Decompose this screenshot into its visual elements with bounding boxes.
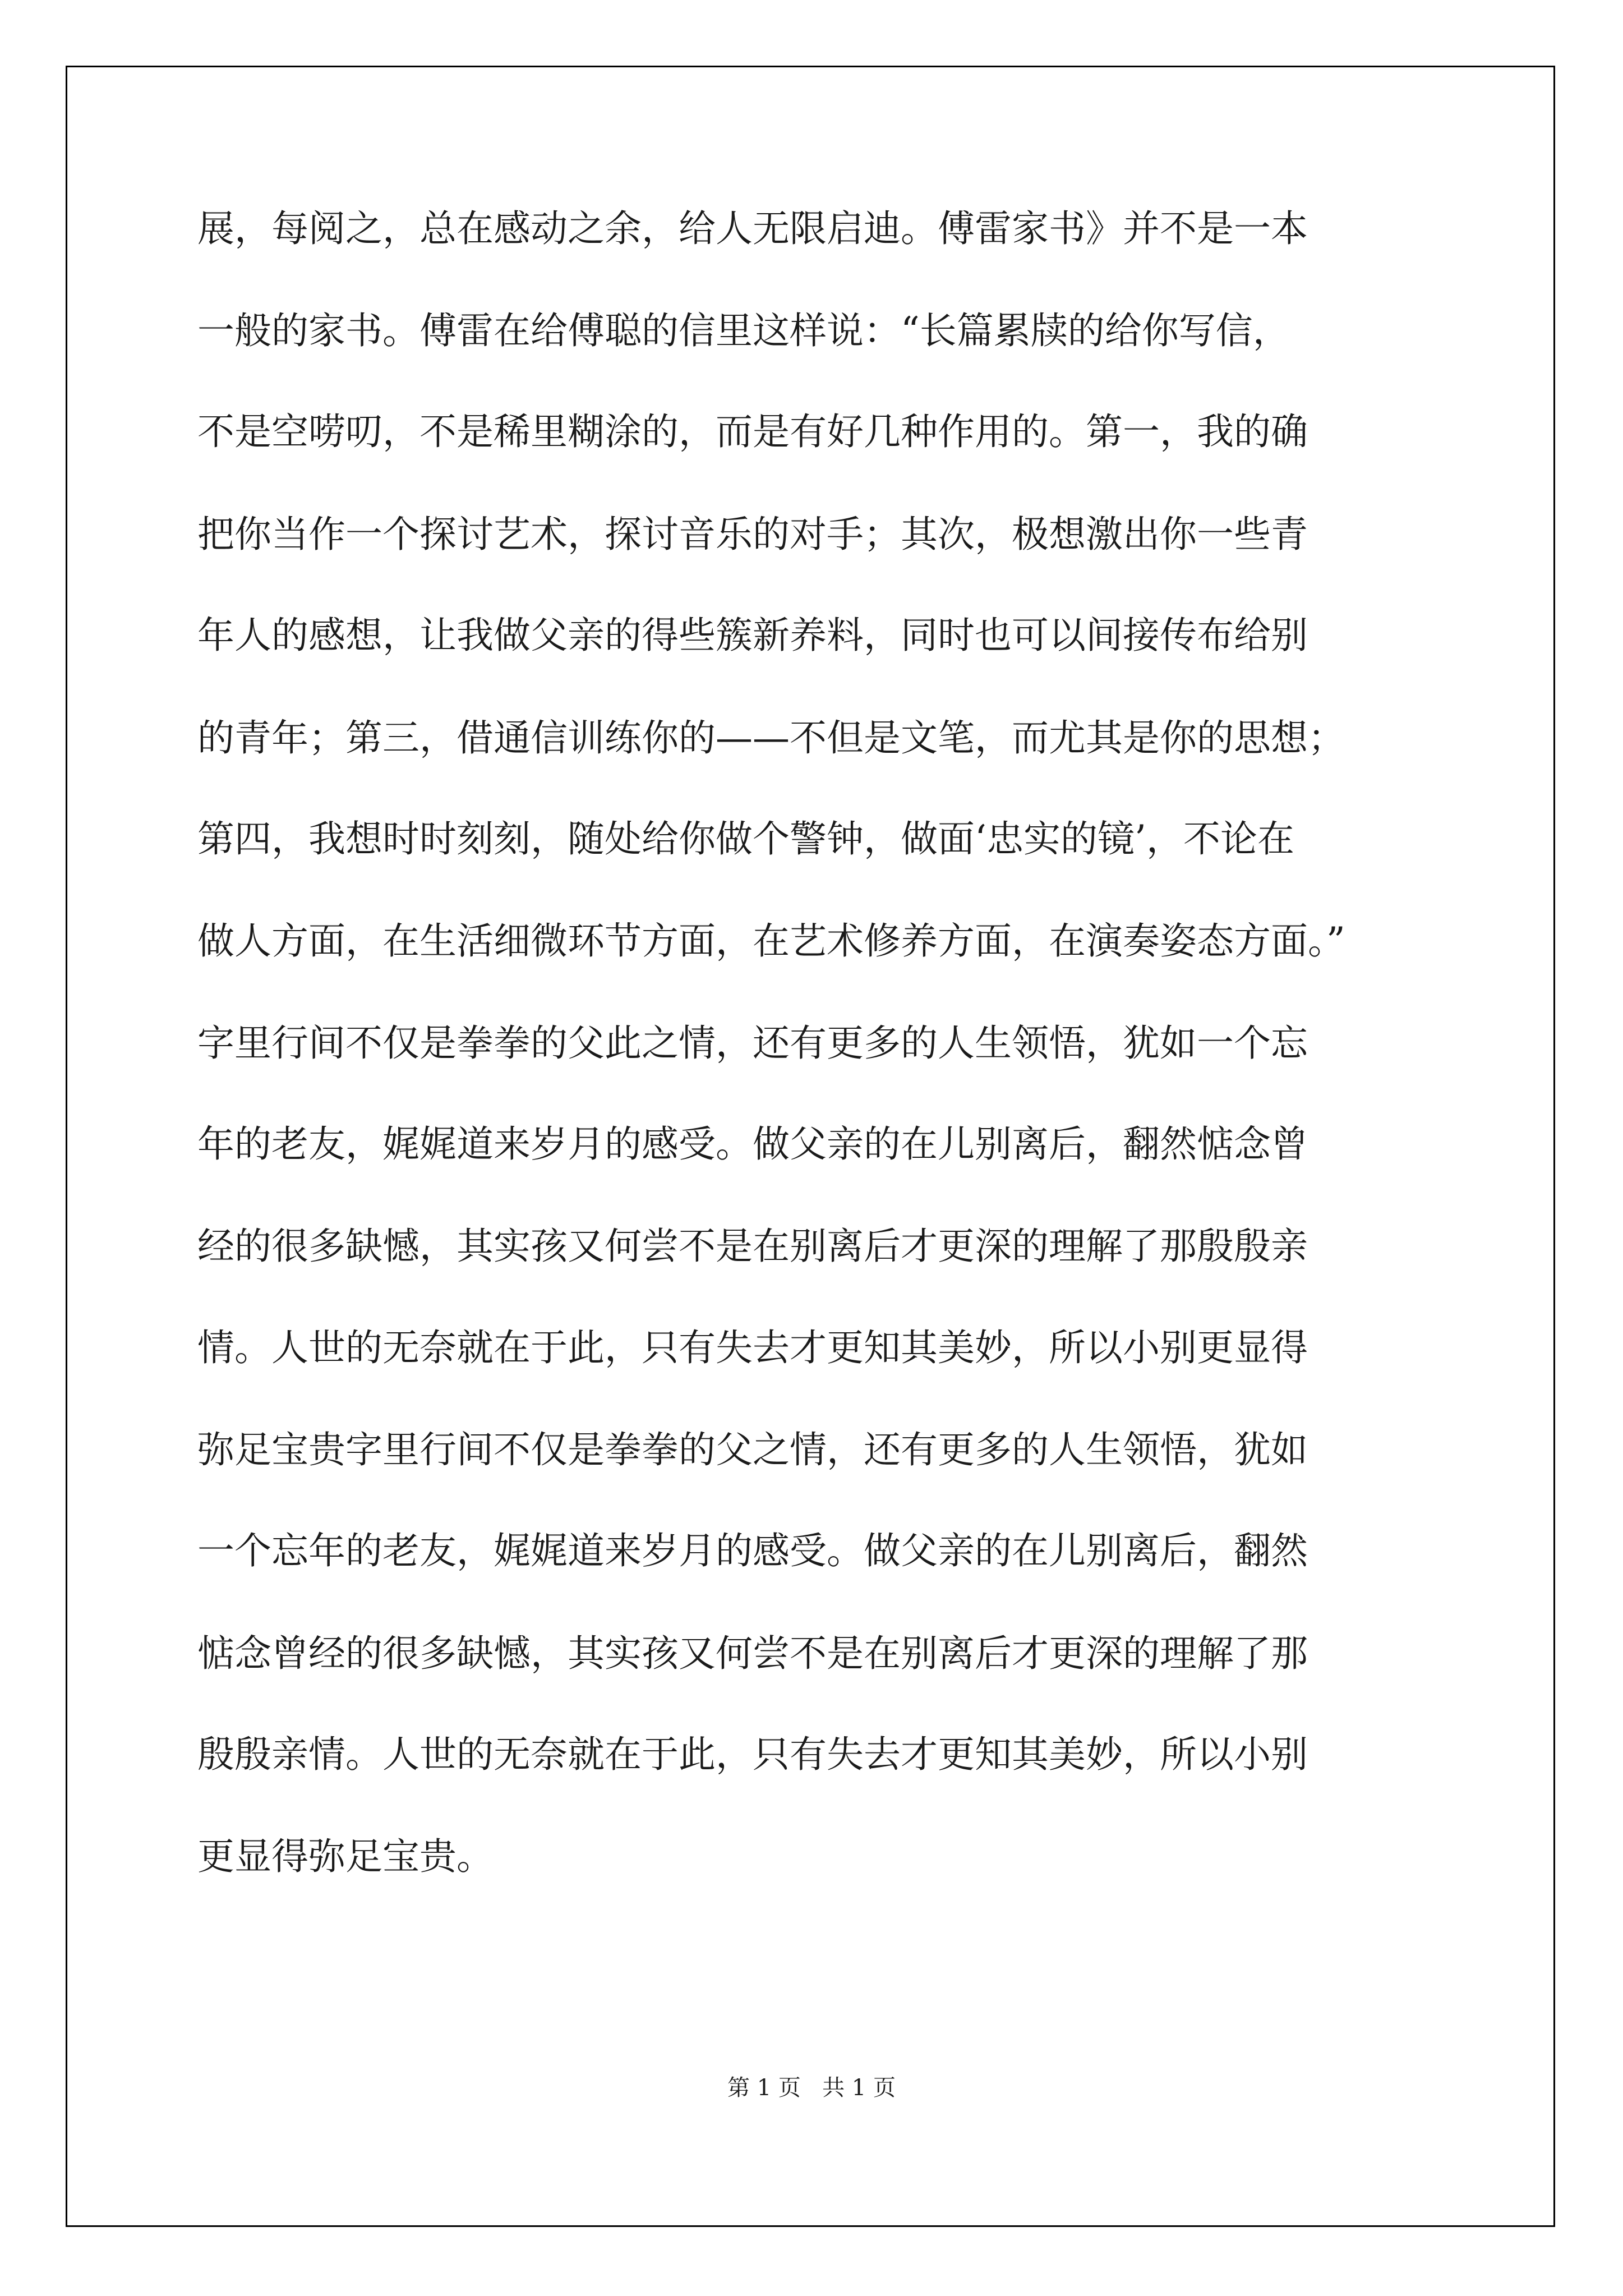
text-line: 弥足宝贵字里行间不仅是拳拳的父之情，还有更多的人生领悟，犹如	[197, 1428, 1308, 1471]
text-line: 展，每阅之，总在感动之余，给人无限启迪。傅雷家书》并不是一本	[197, 207, 1308, 250]
text-line: 把你当作一个探讨艺术，探讨音乐的对手；其次，极想激出你一些青	[197, 513, 1308, 556]
text-line: 年的老友，娓娓道来岁月的感受。做父亲的在儿别离后，翻然惦念曾	[197, 1122, 1308, 1166]
text-line: 字里行间不仅是拳拳的父此之情，还有更多的人生领悟，犹如一个忘	[197, 1022, 1308, 1065]
text-line: 惦念曾经的很多缺憾，其实孩又何尝不是在别离后才更深的理解了那	[197, 1632, 1308, 1675]
text-line: 经的很多缺憾，其实孩又何尝不是在别离后才更深的理解了那殷殷亲	[197, 1225, 1308, 1268]
text-line: 不是空唠叨，不是稀里糊涂的，而是有好几种作用的。第一，我的确	[197, 410, 1308, 453]
text-line: 一般的家书。傅雷在给傅聪的信里这样说：“长篇累牍的给你写信，	[197, 309, 1290, 352]
text-line: 年人的感想，让我做父亲的得些簇新养料，同时也可以间接传布给别	[197, 614, 1308, 657]
text-line: 一个忘年的老友，娓娓道来岁月的感受。做父亲的在儿别离后，翻然	[197, 1529, 1308, 1572]
text-line: 的青年；第三，借通信训练你的——不但是文笔，而尤其是你的思想；	[197, 716, 1345, 760]
text-line: 第四，我想时时刻刻，随处给你做个警钟，做面‘忠实的镜’，不论在	[197, 817, 1294, 861]
text-line: 更显得弥足宝贵。	[197, 1835, 494, 1878]
text-line: 情。人世的无奈就在于此，只有失去才更知其美妙，所以小别更显得	[197, 1326, 1308, 1369]
text-line: 殷殷亲情。人世的无奈就在于此，只有失去才更知其美妙，所以小别	[197, 1733, 1308, 1776]
text-line: 做人方面，在生活细微环节方面，在艺术修养方面，在演奏姿态方面。”	[197, 919, 1345, 963]
page-number-footer: 第 1 页 共 1 页	[727, 2075, 896, 2101]
